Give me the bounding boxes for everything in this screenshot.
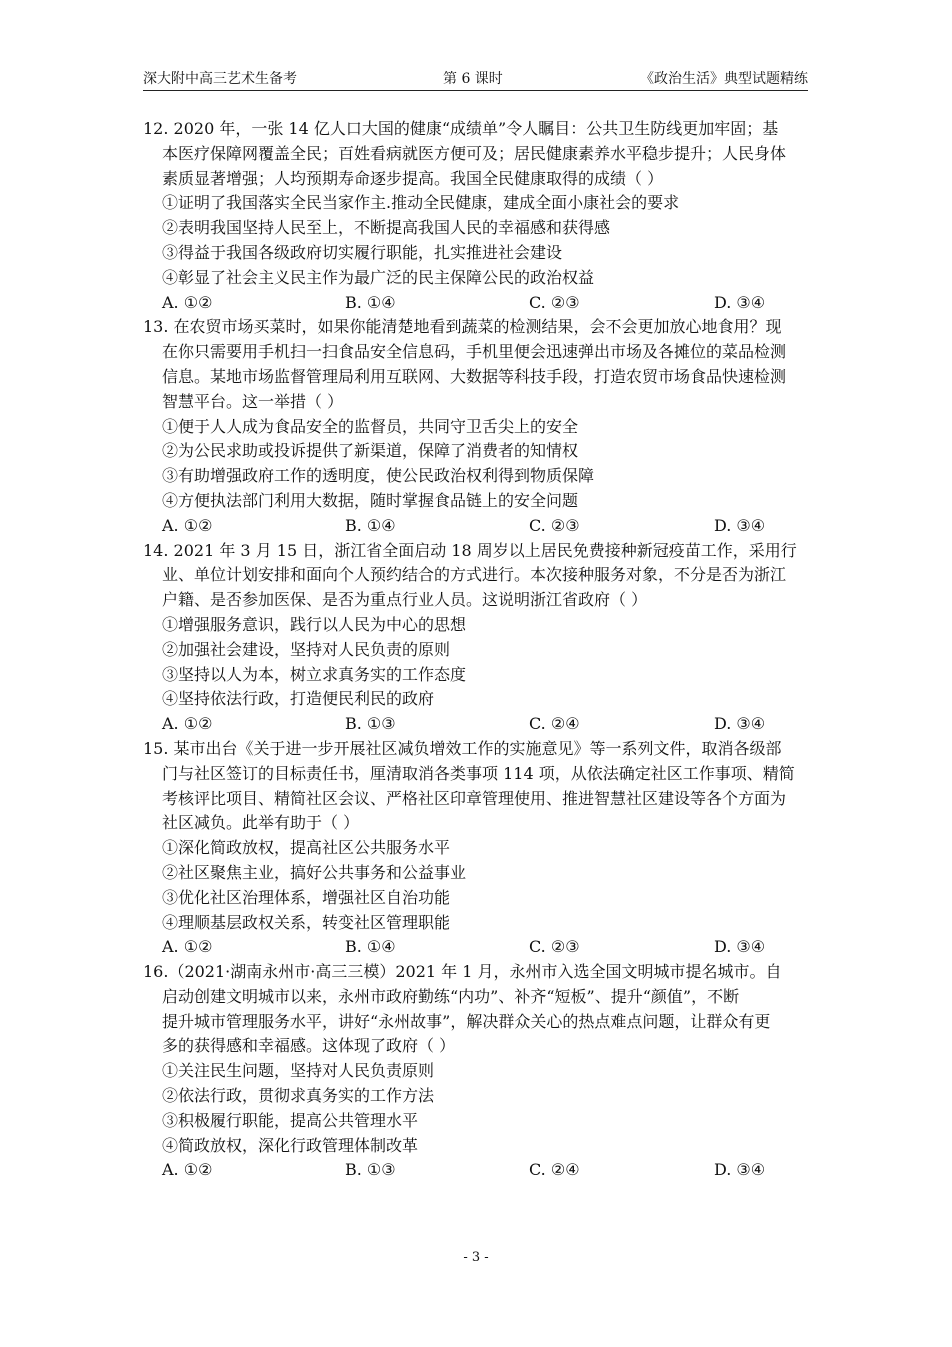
answer-choices: [143, 514, 815, 539]
statement-option-2: ②社区聚焦主业，搞好公共事务和公益事业: [162, 862, 467, 882]
question-stem-line: 12. 2020 年，一张 14 亿人口大国的健康“成绩单”令人瞩目：公共卫生防线更加牢固；基: [143, 119, 779, 138]
statement-option-4: ④简政放权，深化行政管理体制改革: [162, 1135, 419, 1155]
statement-option-4: ④坚持依法行政，打造便民利民的政府: [162, 689, 435, 709]
statement-option-1: ①证明了我国落实全民当家作主.推动全民健康，建成全面小康社会的要求: [162, 193, 680, 213]
statement-option-4: ④理顺基层政权关系，转变社区管理职能: [162, 912, 451, 932]
question-13: [143, 315, 815, 538]
question-stem-line: 门与社区签订的目标责任书，厘清取消各类事项 114 项，从依法确定社区工作事项、精简: [162, 763, 795, 783]
statement-option-3: ③优化社区治理体系，增强社区自治功能: [162, 887, 451, 907]
answer-choice-a: A. ①②: [162, 292, 213, 312]
question-stem-line: 在你只需要用手机扫一扫食品安全信息码，手机里便会迅速弹出市场及各摊位的菜品检测: [162, 342, 787, 362]
statement-option-2: ②依法行政，贯彻求真务实的工作方法: [162, 1086, 435, 1106]
answer-choice-c: C. ②③: [529, 515, 580, 535]
answer-choice-d: D. ③④: [714, 515, 766, 535]
header-right-text: 《政治生活》典型试题精练: [640, 71, 808, 87]
question-stem-line: 14. 2021 年 3 月 15 日，浙江省全面启动 18 周岁以上居民免费接种新冠疫苗工作，采用行: [143, 540, 797, 560]
answer-choice-a: A. ①②: [162, 714, 213, 734]
answer-choice-b: B. ①④: [345, 515, 396, 535]
answer-choice-a: A. ①②: [162, 515, 213, 535]
statement-option-1: ①深化简政放权，提高社区公共服务水平: [162, 838, 451, 858]
answer-choice-c: C. ②③: [529, 292, 580, 312]
answer-choice-b: B. ①④: [345, 292, 396, 312]
question-stem-line: 智慧平台。这一举措（ ）: [162, 391, 344, 411]
statement-option-2: ②表明我国坚持人民至上，不断提高我国人民的幸福感和获得感: [162, 218, 611, 238]
answer-choice-b: B. ①③: [345, 714, 396, 734]
question-14: [143, 539, 815, 737]
answer-choice-c: C. ②④: [529, 714, 580, 734]
question-stem-line: 16.（2021·湖南永州市·高三三模）2021 年 1 月，永州市入选全国文明城市提名城市。自: [143, 962, 782, 982]
question-list: [143, 117, 815, 1183]
statement-option-1: ①便于人人成为食品安全的监督员，共同守卫舌尖上的安全: [162, 416, 579, 436]
answer-choice-a: A. ①②: [162, 1160, 213, 1180]
question-16: [143, 960, 815, 1183]
answer-choices: [143, 935, 815, 960]
statement-option-3: ③积极履行职能，提高公共管理水平: [162, 1110, 419, 1130]
answer-choice-c: C. ②③: [529, 937, 580, 957]
question-stem-line: 13. 在农贸市场买菜时，如果你能清楚地看到蔬菜的检测结果，会不会更加放心地食用？现: [143, 317, 782, 337]
answer-choice-b: B. ①④: [345, 937, 396, 957]
header-left-text: 深大附中高三艺术生备考: [143, 71, 297, 87]
statement-option-4: ④方便执法部门利用大数据，随时掌握食品链上的安全问题: [162, 490, 579, 510]
question-stem-line: 社区减负。此举有助于（ ）: [162, 813, 360, 833]
answer-choice-d: D. ③④: [714, 292, 766, 312]
question-12: [143, 117, 815, 315]
header-lesson-text: 第 6 课时: [443, 71, 503, 87]
answer-choices: [143, 291, 815, 316]
question-stem-line: 启动创建文明城市以来，永州市政府勤练“内功”、补齐“短板”、提升“颜值”，不断: [162, 986, 740, 1006]
question-stem-line: 信息。某地市场监督管理局利用互联网、大数据等科技手段，打造农贸市场食品快速检测: [162, 366, 787, 386]
question-stem-line: 本医疗保障网覆盖全民；百姓看病就医方便可及；居民健康素养水平稳步提升；人民身体: [162, 143, 787, 163]
question-stem-line: 业、单位计划安排和面向个人预约结合的方式进行。本次接种服务对象，不分是否为浙江: [162, 565, 787, 585]
statement-option-4: ④彰显了社会主义民主作为最广泛的民主保障公民的政治权益: [162, 267, 595, 287]
question-stem-line: 考核评比项目、精简社区会议、严格社区印章管理使用、推进智慧社区建设等各个方面为: [162, 788, 787, 808]
answer-choice-d: D. ③④: [714, 1160, 766, 1180]
page-number: - 3 -: [463, 1250, 489, 1265]
statement-option-1: ①关注民生问题，坚持对人民负责原则: [162, 1061, 435, 1081]
answer-choices: [143, 712, 815, 737]
statement-option-2: ②为公民求助或投诉提供了新渠道，保障了消费者的知情权: [162, 441, 579, 461]
question-stem-line: 15. 某市出台《关于进一步开展社区减负增效工作的实施意见》等一系列文件，取消各级部: [143, 738, 782, 758]
answer-choice-d: D. ③④: [714, 937, 766, 957]
question-stem-line: 素质显著增强；人均预期寿命逐步提高。我国全民健康取得的成绩（ ）: [162, 168, 664, 188]
answer-choice-d: D. ③④: [714, 714, 766, 734]
answer-choice-b: B. ①③: [345, 1160, 396, 1180]
answer-choices: [143, 1158, 815, 1183]
answer-choice-c: C. ②④: [529, 1160, 580, 1180]
statement-option-1: ①增强服务意识，践行以人民为中心的思想: [162, 614, 467, 634]
question-stem-line: 提升城市管理服务水平，讲好“永州故事”，解决群众关心的热点难点问题，让群众有更: [162, 1011, 771, 1031]
answer-choice-a: A. ①②: [162, 937, 213, 957]
statement-option-2: ②加强社会建设，坚持对人民负责的原则: [162, 639, 451, 659]
question-stem-line: 户籍、是否参加医保、是否为重点行业人员。这说明浙江省政府（ ）: [162, 590, 648, 610]
question-15: [143, 737, 815, 960]
page-header: [143, 64, 808, 91]
statement-option-3: ③得益于我国各级政府切实履行职能，扎实推进社会建设: [162, 242, 563, 262]
question-stem-line: 多的获得感和幸福感。这体现了政府（ ）: [162, 1036, 456, 1056]
statement-option-3: ③坚持以人为本，树立求真务实的工作态度: [162, 664, 467, 684]
statement-option-3: ③有助增强政府工作的透明度，使公民政治权利得到物质保障: [162, 466, 595, 486]
